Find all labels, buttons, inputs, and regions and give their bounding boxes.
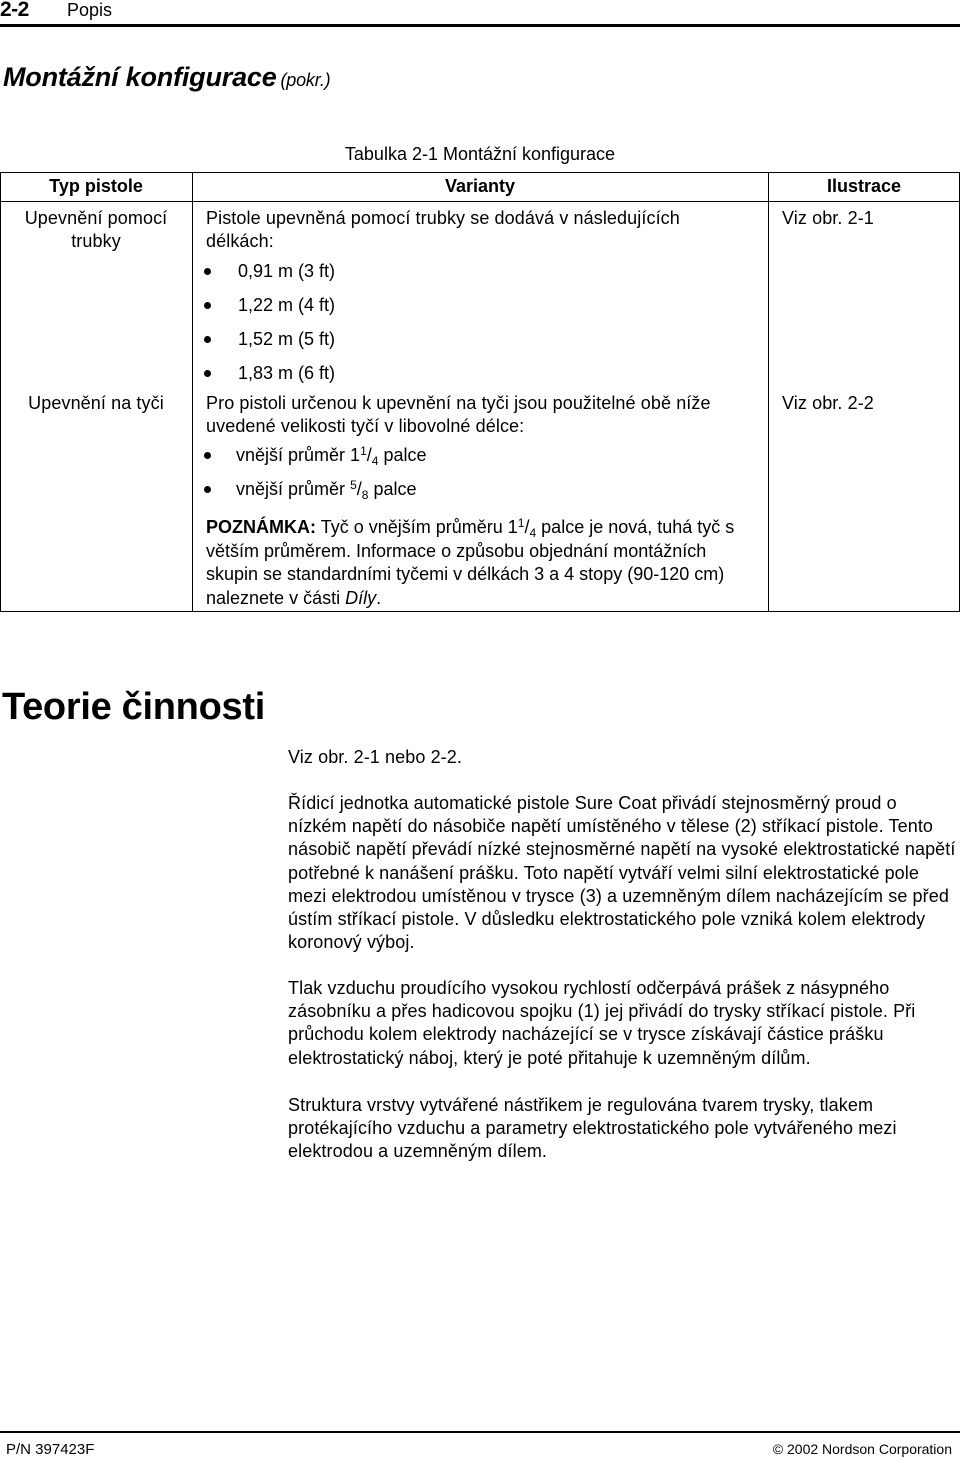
table-row-2-illustration: Viz obr. 2-2	[782, 393, 874, 413]
footer-rule	[0, 1431, 960, 1433]
section-title	[3, 62, 330, 93]
table-divider	[192, 172, 193, 612]
theory-paragraph: Tlak vzduchu proudícího vysokou rychlostí odčerpává prášek z násypného zásobníku a přes hadicovou spojku (1) jej přivádí do trysky stříkací pistole. Při průchodu kolem elektrody nacházející se v trysce získávají částice prášku elektrostatický náboj, který je poté přitahuje k uzemněným dílům.	[288, 978, 916, 1068]
parts-reference: Díly	[345, 587, 377, 608]
section-title-continued: (pokr.)	[280, 70, 331, 90]
table-header-rule	[0, 201, 960, 202]
rod-size-item: vnější průměr $1^1/_4$ palce	[236, 444, 427, 468]
table-note: POZNÁMKA: Tyč o vnějším průměru $1^1/_4$ palce je nová, tuhá tyč s větším průměrem. Informace o způsobu objednání montážních skupin se standardními tyčemi v délkách 3 a 4 stopy (90-120 cm) naleznete v části Díly.	[206, 516, 735, 608]
section-title-main: Montážní konfigurace	[3, 62, 277, 92]
table-divider	[768, 172, 769, 612]
bullet-icon	[204, 302, 211, 309]
table-row-1-intro: Pistole upevněná pomocí trubky se dodává v následujících délkách:	[206, 208, 680, 251]
bullet-icon	[204, 268, 211, 275]
bullet-icon	[204, 370, 211, 377]
table-row-1-illustration: Viz obr. 2-1	[782, 208, 874, 228]
header-rule	[0, 24, 960, 27]
tube-length-item: 1,52 m (5 ft)	[238, 329, 336, 349]
bullet-icon	[204, 486, 211, 493]
tube-length-item: 1,22 m (4 ft)	[238, 295, 336, 315]
page-number: 2-2	[0, 0, 29, 21]
running-section-title: Popis	[67, 0, 113, 20]
table-row-2-intro: Pro pistoli určenou k upevnění na tyči jsou použitelné obě níže uvedené velikosti tyčí v libovolné délce:	[206, 393, 711, 436]
bullet-icon	[204, 336, 211, 343]
table-header-variants: Varianty	[444, 176, 516, 196]
part-number: P/N 397423F	[6, 1441, 95, 1458]
bullet-icon	[204, 452, 211, 459]
tube-length-item: 1,83 m (6 ft)	[238, 363, 336, 383]
theory-paragraph: Struktura vrstvy vytvářené nástřikem je regulována tvarem trysky, tlakem protékajícího vzduchu a parametry elektrostatického pole vytvářeného mezi elektrodou a uzemněným dílem.	[288, 1095, 897, 1162]
copyright: © 2002 Nordson Corporation	[772, 1441, 952, 1457]
table-caption: Tabulka 2-1 Montážní konfigurace	[344, 144, 616, 164]
table-header-type: Typ pistole	[49, 176, 143, 196]
theory-paragraph: Řídicí jednotka automatické pistole Sure Coat přivádí stejnosměrný proud o nízkém napětí do násobiče napětí umístěného v tělese (2) stříkací pistole. Tento násobič napětí převádí nízké stejnosměrné napětí na vysoké elektrostatické napětí potřebné k nanášení prášku. Toto napětí vytváří velmi silní elektrostatické pole mezi elektrodou umístěnou v trysce (3) a uzemněným dílem nacházejícím se před ústím stříkací pistole. V důsledku elektrostatického pole vzniká kolem elektrody koronový výboj.	[288, 793, 956, 953]
table-row-2-type: Upevnění na tyči	[28, 393, 164, 413]
theory-title: Teorie činnosti	[2, 686, 265, 728]
note-label: POZNÁMKA:	[206, 517, 316, 537]
table-row-1-type: Upevnění pomocí trubky	[24, 208, 168, 251]
table-header-illustration: Ilustrace	[826, 176, 902, 196]
rod-size-item: vnější průměr $^5/_8$ palce	[236, 478, 417, 502]
tube-length-item: 0,91 m (3 ft)	[238, 261, 336, 281]
theory-figure-ref: Viz obr. 2-1 nebo 2-2.	[288, 747, 462, 767]
